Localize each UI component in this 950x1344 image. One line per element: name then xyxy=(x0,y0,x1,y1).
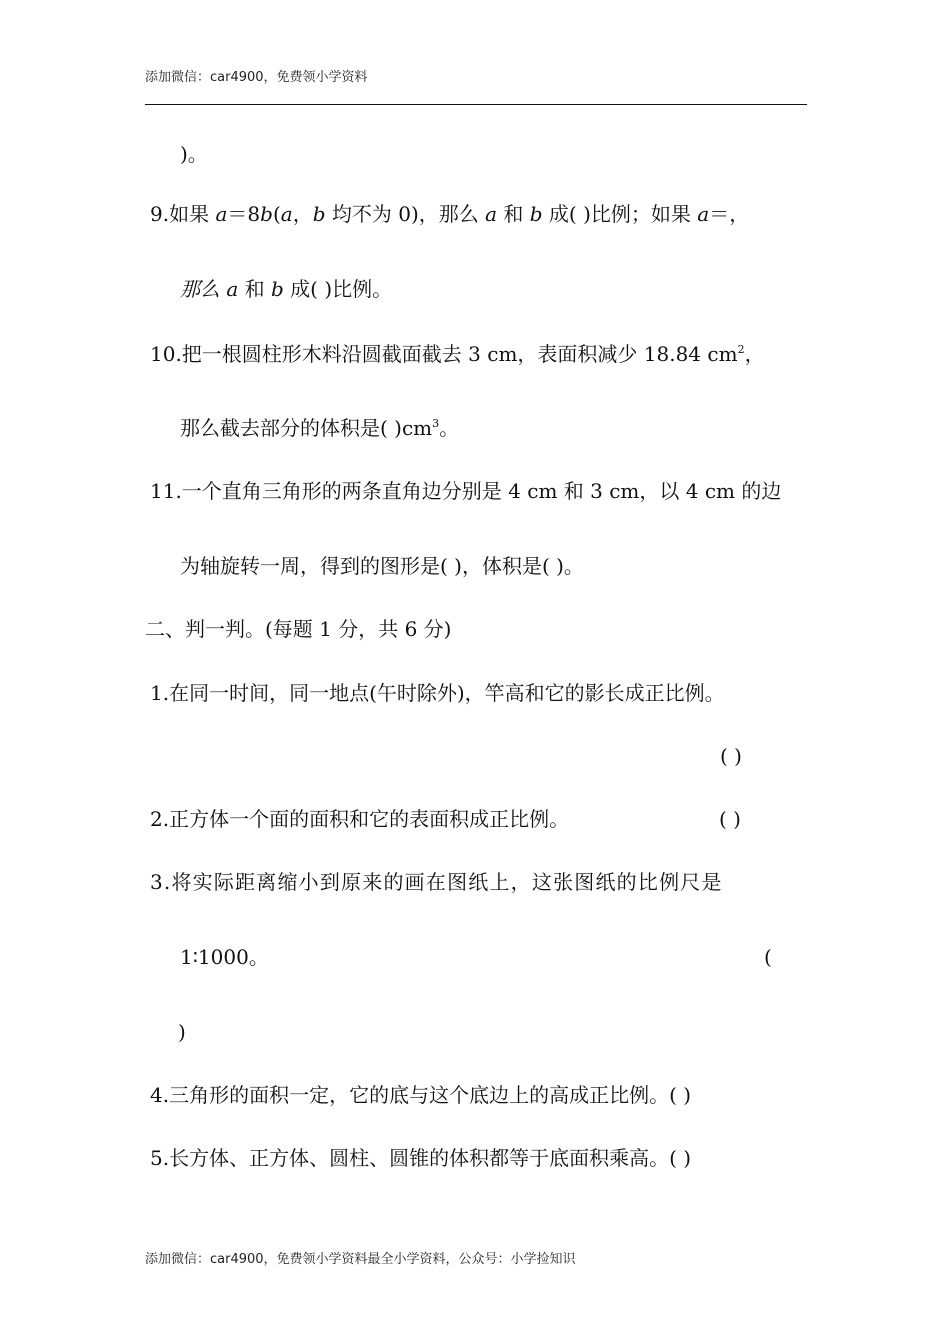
q9-text: 成( )比例；如果 xyxy=(542,202,698,226)
judge-2-answer-paren[interactable]: ( ) xyxy=(719,807,741,831)
q9-text: ＝8 xyxy=(227,202,261,226)
judge-2-text: 2.正方体一个面的面积和它的表面积成正比例。 xyxy=(150,807,570,831)
q8-tail: )。 xyxy=(180,142,208,166)
var-b: b xyxy=(260,202,273,226)
superscript: 3 xyxy=(432,417,440,430)
judge-4-text: 4.三角形的面积一定，它的底与这个底边上的高成正比例。( ) xyxy=(150,1083,692,1107)
var-a: a xyxy=(215,202,228,226)
q11-line1: 11.一个直角三角形的两条直角边分别是 4 cm 和 3 cm，以 4 cm 的边 xyxy=(150,479,782,503)
judge-3-line1: 3.将实际距离缩小到原来的画在图纸上，这张图纸的比例尺是 xyxy=(150,870,723,894)
section2-title: 二、判一判。(每题 1 分，共 6 分) xyxy=(145,617,452,641)
q9-line2 xyxy=(180,276,392,302)
q9-text: 成( )比例。 xyxy=(283,277,393,301)
page-header-note: 添加微信：car4900，免费领小学资料 xyxy=(145,70,368,85)
q10-text: ， xyxy=(744,342,765,366)
q10-line1 xyxy=(150,341,765,367)
q9-text: 和 xyxy=(497,202,530,226)
header-rule xyxy=(145,104,807,105)
var-a: a xyxy=(485,202,498,226)
superscript: 2 xyxy=(737,343,745,356)
var-b: b xyxy=(312,202,326,226)
judge-3-paren-open[interactable]: ( xyxy=(764,945,772,969)
judge-1-text: 1.在同一时间，同一地点(午时除外)，竿高和它的影长成正比例。 xyxy=(150,681,725,705)
judge-3-line2: 1∶1000。 xyxy=(180,945,269,969)
judge-5-text: 5.长方体、正方体、圆柱、圆锥的体积都等于底面积乘高。( ) xyxy=(150,1146,692,1170)
page-footer-note: 添加微信：car4900，免费领小学资料最全小学资料，公众号：小学捡知识 xyxy=(145,1252,576,1267)
q9-text: ( xyxy=(272,202,281,226)
q9-text: 那么 xyxy=(180,277,227,301)
q10-text: 10.把一根圆柱形木料沿圆截面截去 3 cm，表面积减少 18.84 cm xyxy=(150,342,738,366)
var-a: a xyxy=(226,277,239,301)
q9-text: 和 xyxy=(238,277,272,301)
q9-text: ＝， xyxy=(709,202,750,226)
judge-1-answer-paren[interactable]: ( ) xyxy=(720,744,742,768)
var-b: b xyxy=(271,277,284,301)
q11-line2: 为轴旋转一周，得到的图形是( )，体积是( )。 xyxy=(180,554,584,578)
q10-line2 xyxy=(180,415,459,441)
var-a: a xyxy=(697,202,710,226)
var-b: b xyxy=(529,202,543,226)
q10-text: 。 xyxy=(439,416,460,440)
q9-text: 均不为 0)，那么 xyxy=(325,202,486,226)
q9-line1 xyxy=(150,201,749,227)
var-a: a xyxy=(280,202,293,226)
q10-text: 那么截去部分的体积是( )cm xyxy=(180,416,433,440)
q9-text: ， xyxy=(292,202,313,226)
judge-3-paren-close[interactable]: ) xyxy=(178,1020,186,1044)
q9-text: 9.如果 xyxy=(150,202,216,226)
